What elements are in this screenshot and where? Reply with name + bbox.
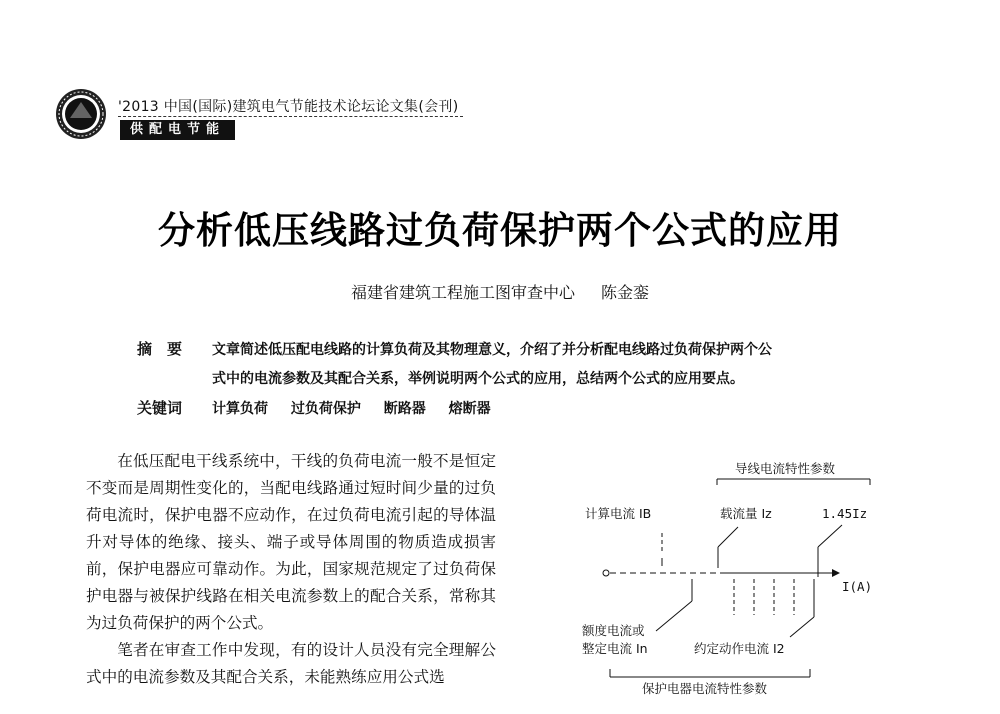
body-text bbox=[86, 448, 496, 691]
bottom-caption: 保护电器电流特性参数 bbox=[642, 681, 768, 696]
article-title: 分析低压线路过负荷保护两个公式的应用 bbox=[158, 209, 842, 252]
label-rated-current-line1: 额度电流或 bbox=[582, 623, 645, 638]
proceedings-title: '2013 中国(国际)建筑电气节能技术论坛论文集(会刊) bbox=[118, 99, 459, 115]
current-coordination-diagram bbox=[570, 455, 900, 710]
affiliation: 福建省建筑工程施工图审查中心 bbox=[350, 283, 575, 302]
iz-pointer bbox=[718, 527, 738, 547]
label-rated-current-line2: 整定电流 In bbox=[582, 641, 648, 656]
keyword: 过负荷保护 bbox=[290, 401, 361, 417]
abstract-line: 文章简述低压配电线路的计算负荷及其物理意义，介绍了并分析配电线路过负荷保护两个公 bbox=[212, 342, 772, 358]
top-caption: 导线电流特性参数 bbox=[735, 461, 836, 476]
author-name: 陈金銮 bbox=[601, 283, 650, 302]
label-calculated-current: 计算电流 IB bbox=[585, 506, 652, 521]
header-divider bbox=[118, 116, 463, 117]
abstract-label: 摘 要 bbox=[137, 340, 183, 358]
keyword: 计算负荷 bbox=[212, 401, 268, 417]
iz145-pointer bbox=[818, 525, 842, 547]
body-paragraph: 笔者在审查工作中发现，有的设计人员没有完全理解公式中的电流参数及其配合关系，未能熟练应用公式选 bbox=[86, 641, 496, 686]
keyword: 断路器 bbox=[383, 401, 426, 417]
label-1-45iz: 1.45Iz bbox=[822, 506, 868, 521]
label-conventional-current: 约定动作电流 I2 bbox=[694, 641, 785, 656]
conference-seal-icon bbox=[55, 88, 107, 140]
i2-pointer bbox=[790, 617, 814, 637]
author-line bbox=[0, 280, 1000, 303]
axis-arrow bbox=[832, 569, 840, 577]
axis-label: I(A) bbox=[842, 579, 873, 594]
in-pointer bbox=[656, 601, 692, 631]
axis-origin bbox=[603, 570, 609, 576]
abstract-line: 式中的电流参数及其配合关系，举例说明两个公式的应用，总结两个公式的应用要点。 bbox=[212, 371, 744, 387]
keyword: 熔断器 bbox=[448, 401, 491, 417]
keywords-list bbox=[212, 398, 509, 418]
section-tag: 供配电节能 bbox=[120, 120, 235, 140]
keywords-label: 关键词 bbox=[137, 399, 183, 417]
label-ampacity: 载流量 Iz bbox=[720, 506, 772, 521]
body-paragraph: 在低压配电干线系统中，干线的负荷电流一般不是恒定不变而是周期性变化的，当配电线路通过短时间少量的过负荷电流时，保护电器不应动作，在过负荷电流引起的导体温升对导体的绝缘、接头、端子或导体周围的物质造成损害前，保护电器应可靠动作。为此，国家规范规定了过负荷保护电器与被保护线路在相关电流参数上的配合关系，常称其为过负荷保护的两个公式。 bbox=[86, 452, 496, 632]
